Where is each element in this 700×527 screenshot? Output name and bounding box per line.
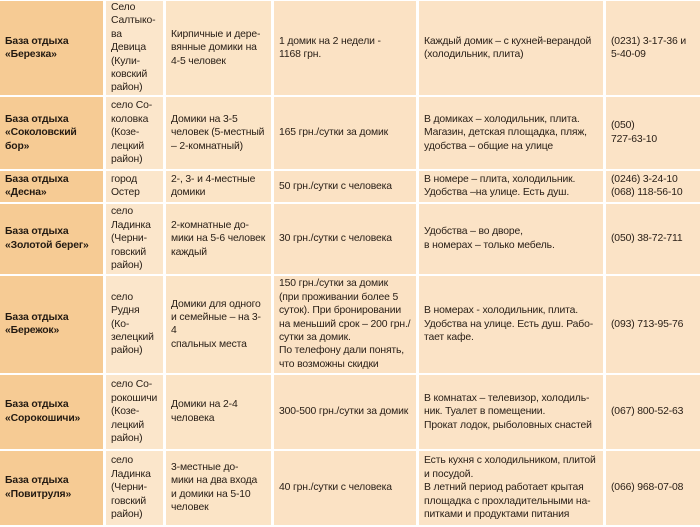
base-name-cell: База отдыха «Бережок» (0, 276, 103, 373)
table-row (0, 1, 700, 95)
location-cell: село Со- коловка (Козе- лецкий район) (106, 97, 163, 169)
table-row (0, 97, 700, 169)
price-cell: 50 грн./сутки с человека (274, 171, 416, 202)
housing-cell: 2-комнатные до- мики на 5-6 человек каждый (166, 204, 271, 274)
housing-cell: 2-, 3- и 4-местные домики (166, 171, 271, 202)
amenities-cell: Каждый домик – с кухней-верандой (холодильник, плита) (419, 1, 603, 95)
price-cell: 165 грн./сутки за домик (274, 97, 416, 169)
base-name-cell: База отдыха «Соколовский бор» (0, 97, 103, 169)
phone-cell: (0246) 3-24-10 (068) 118-56-10 (606, 171, 700, 202)
base-name-cell: База отдыха «Повитруля» (0, 451, 103, 525)
phone-cell: (066) 968-07-08 (606, 451, 700, 525)
price-cell: 40 грн./сутки с человека (274, 451, 416, 525)
location-cell: село Со- рокошичи (Козе- лецкий район) (106, 375, 163, 449)
location-cell: село Рудня (Ко- зелецкий район) (106, 276, 163, 373)
location-cell: Село Салтыко- ва Девица (Кули- ковский район) (106, 1, 163, 95)
phone-cell: (067) 800-52-63 (606, 375, 700, 449)
location-cell: село Ладинка (Черни- говский район) (106, 451, 163, 525)
price-cell: 1 домик на 2 недели - 1168 грн. (274, 1, 416, 95)
housing-cell: Домики на 2-4 человека (166, 375, 271, 449)
table-row (0, 171, 700, 202)
price-cell: 150 грн./сутки за домик (при проживании более 5 суток). При бронировании на меньший срок – 200 грн./ сутки за домик. По телефону дали понять, что возможны скидки (274, 276, 416, 373)
table-row (0, 276, 700, 373)
phone-cell: (050) 38-72-711 (606, 204, 700, 274)
base-name-cell: База отдыха «Золотой берег» (0, 204, 103, 274)
price-cell: 30 грн./сутки с человека (274, 204, 416, 274)
phone-cell: (050) 727-63-10 (606, 97, 700, 169)
table-row (0, 204, 700, 274)
base-name-cell: База отдыха «Десна» (0, 171, 103, 202)
housing-cell: Домики для одного и семейные – на 3-4 спальных места (166, 276, 271, 373)
amenities-cell: Удобства – во дворе, в номерах – только мебель. (419, 204, 603, 274)
housing-cell: Домики на 3-5 человек (5-местный – 2-комнатный) (166, 97, 271, 169)
housing-cell: 3-местные до- мики на два входа и домики на 5-10 человек (166, 451, 271, 525)
price-cell: 300-500 грн./сутки за домик (274, 375, 416, 449)
location-cell: город Остер (106, 171, 163, 202)
phone-cell: (0231) 3-17-36 и 5-40-09 (606, 1, 700, 95)
phone-cell: (093) 713-95-76 (606, 276, 700, 373)
amenities-cell: В домиках – холодильник, плита. Магазин, детская площадка, пляж, удобства – общие на улице (419, 97, 603, 169)
amenities-cell: В комнатах – телевизор, холодиль- ник. Туалет в помещении. Прокат лодок, рыболовных снастей (419, 375, 603, 449)
housing-cell: Кирпичные и дере- вянные домики на 4-5 человек (166, 1, 271, 95)
table-row (0, 451, 700, 525)
amenities-cell: Есть кухня с холодильником, плитой и посудой. В летний период работает крытая площадка с прохладительными на- питками и продуктами питания (419, 451, 603, 525)
table-row (0, 375, 700, 449)
amenities-cell: В номерах - холодильник, плита. Удобства на улице. Есть душ. Рабо- тает кафе. (419, 276, 603, 373)
base-name-cell: База отдыха «Сорокошичи» (0, 375, 103, 449)
amenities-cell: В номере – плита, холодильник. Удобства –на улице. Есть душ. (419, 171, 603, 202)
location-cell: село Ладинка (Черни- говский район) (106, 204, 163, 274)
base-name-cell: База отдыха «Березка» (0, 1, 103, 95)
